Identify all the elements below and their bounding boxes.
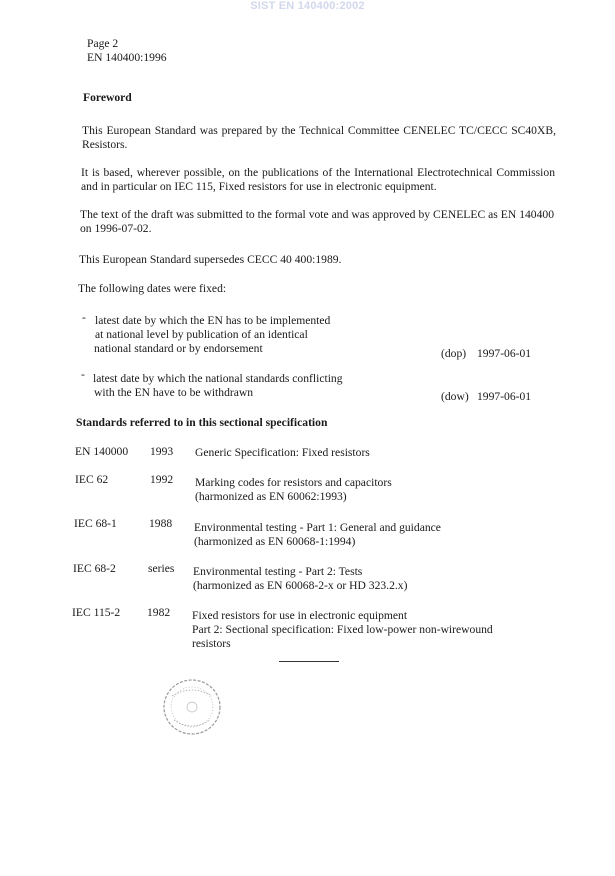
standard-title-line: (harmonized as EN 60062:1993) bbox=[195, 490, 347, 503]
foreword-title: Foreword bbox=[83, 91, 132, 104]
standard-ref: IEC 68-2 bbox=[73, 562, 116, 575]
watermark: SIST EN 140400:2002 bbox=[250, 0, 365, 12]
standard-year: 1988 bbox=[149, 517, 173, 530]
date-item-line: at national level by publication of an identical bbox=[95, 328, 308, 341]
standard-ref: IEC 115-2 bbox=[72, 606, 121, 619]
standard-title-line: Environmental testing - Part 1: General and guidance bbox=[194, 521, 441, 534]
section-divider bbox=[279, 661, 339, 662]
foreword-paragraph-4: This European Standard supersedes CECC 40 400:1989. bbox=[79, 253, 342, 266]
list-bullet: - bbox=[82, 311, 86, 324]
document-id: EN 140400:1996 bbox=[87, 51, 167, 64]
list-bullet: - bbox=[81, 368, 85, 381]
standard-year: series bbox=[148, 562, 175, 575]
foreword-paragraph-1: This European Standard was prepared by the Technical Committee CENELEC TC/CECC SC40XB, Resistors. bbox=[82, 124, 556, 151]
standard-year: 1992 bbox=[150, 473, 174, 486]
standard-ref: EN 140000 bbox=[75, 445, 129, 458]
standard-title-line: Marking codes for resistors and capacitors bbox=[195, 476, 392, 489]
foreword-paragraph-5: The following dates were fixed: bbox=[78, 282, 227, 295]
date-code: (dop) bbox=[441, 347, 467, 360]
standard-title-line: Fixed resistors for use in electronic equipment bbox=[192, 609, 408, 622]
date-item-line: latest date by which the EN has to be implemented bbox=[95, 314, 331, 327]
standard-title-line: resistors bbox=[192, 637, 231, 650]
standard-title-line: Generic Specification: Fixed resistors bbox=[195, 446, 370, 459]
standard-year: 1982 bbox=[147, 606, 171, 619]
official-stamp-seal bbox=[160, 676, 226, 738]
date-item-line: national standard or by endorsement bbox=[94, 342, 263, 355]
standard-title-line: (harmonized as EN 60068-2-x or HD 323.2.x) bbox=[193, 579, 408, 592]
standards-title: Standards referred to in this sectional specification bbox=[76, 416, 328, 429]
standard-title-line: (harmonized as EN 60068-1:1994) bbox=[194, 535, 356, 548]
date-code: (dow) bbox=[441, 390, 469, 403]
standard-year: 1993 bbox=[150, 445, 174, 458]
page-number: Page 2 bbox=[87, 37, 119, 50]
standard-ref: IEC 62 bbox=[75, 473, 109, 486]
standard-title-line: Environmental testing - Part 2: Tests bbox=[193, 565, 363, 578]
foreword-paragraph-2: It is based, wherever possible, on the publications of the International Electrotechnical Commission and in particular on IEC 115, Fixed resistors for use in electronic equipment. bbox=[81, 166, 555, 193]
date-item-line: latest date by which the national standards conflicting bbox=[93, 372, 343, 385]
foreword-paragraph-3: The text of the draft was submitted to the formal vote and was approved by CENELEC as EN 140400 on 1996-07-02. bbox=[80, 208, 554, 235]
standard-ref: IEC 68-1 bbox=[74, 517, 117, 530]
date-value: 1997-06-01 bbox=[477, 347, 532, 360]
date-item-line: with the EN have to be withdrawn bbox=[94, 386, 254, 399]
date-value: 1997-06-01 bbox=[477, 390, 532, 403]
standard-title-line: Part 2: Sectional specification: Fixed low-power non-wirewound bbox=[192, 623, 493, 636]
